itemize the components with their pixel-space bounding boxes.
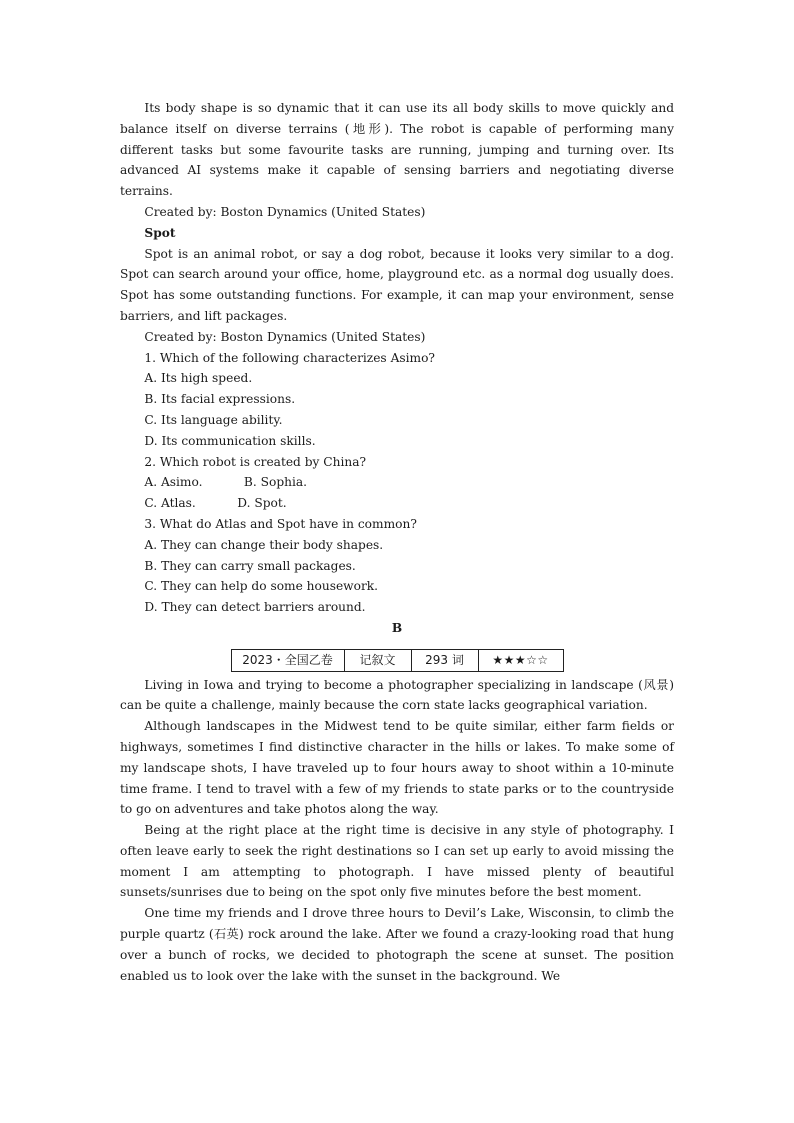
- question-2-option-c: C. Atlas.: [144, 496, 196, 511]
- question-2-option-a: A. Asimo.: [144, 475, 203, 490]
- passage-b-paragraph-2: Although landscapes in the Midwest tend to be quite similar, either farm fields or highways, sometimes I find distinctive character in the hills or lakes. To make some of my landscape shots, I have traveled up to four hours away to shoot within a 10-minute time frame. I tend to travel with a few of my friends to state parks or to the countryside to go on adventures and take photos along the way.: [120, 719, 674, 817]
- spot-description: Spot is an animal robot, or say a dog robot, because it looks very similar to a dog. Spot can search around your office, home, playground etc. as a normal dog usually does. Spot has some outstanding functions. For example, it can map your environment, sense barriers, and lift packages.: [120, 246, 674, 323]
- document-body: [120, 98, 674, 986]
- question-3-option-a: A. They can change their body shapes.: [144, 537, 384, 552]
- spot-heading: Spot: [144, 225, 176, 240]
- question-2-options-row-1: [120, 472, 674, 493]
- atlas-creator: Created by: Boston Dynamics (United States): [144, 204, 426, 219]
- question-3-stem: 3. What do Atlas and Spot have in common?: [144, 516, 417, 531]
- info-source: 2023・全国乙卷: [231, 649, 344, 671]
- section-b-label: B: [391, 620, 403, 635]
- question-2-option-b: B. Sophia.: [243, 475, 308, 490]
- question-3-option-d: D. They can detect barriers around.: [144, 600, 366, 615]
- info-genre: 记叙文: [344, 649, 411, 671]
- question-2-options-row-2: [120, 493, 674, 514]
- question-1-option-a: A. Its high speed.: [144, 371, 253, 386]
- question-1-stem: 1. Which of the following characterizes Asimo?: [144, 350, 435, 365]
- info-word-count: 293 词: [411, 649, 478, 671]
- question-1-option-c: C. Its language ability.: [144, 412, 283, 427]
- question-1-option-b: B. Its facial expressions.: [144, 392, 296, 407]
- info-difficulty-stars: ★★★☆☆: [478, 649, 563, 671]
- passage-b-paragraph-1: Living in Iowa and trying to become a photographer specializing in landscape (风景) can be quite a challenge, mainly because the corn state lacks geographical variation.: [120, 677, 674, 713]
- question-2-option-d: D. Spot.: [237, 496, 287, 511]
- passage-info-wrapper: [120, 649, 674, 672]
- question-3-option-b: B. They can carry small packages.: [144, 558, 356, 573]
- passage-b-paragraph-3: Being at the right place at the right time is decisive in any style of photography. I often leave early to seek the right destinations so I can set up early to avoid missing the moment I am attempting to photograph. I have missed plenty of beautiful sunsets/sunrises due to being on the spot only five minutes before the best moment.: [120, 823, 674, 900]
- atlas-description: Its body shape is so dynamic that it can use its all body skills to move quickly and balance itself on diverse terrains (地形). The robot is capable of performing many different tasks but some favourite tasks are running, jumping and turning over. Its advanced AI systems make it capable of sensing barriers and negotiating diverse terrains.: [120, 101, 674, 199]
- question-1-option-d: D. Its communication skills.: [144, 433, 316, 448]
- question-3-option-c: C. They can help do some housework.: [144, 579, 379, 594]
- passage-b-paragraph-4: One time my friends and I drove three hours to Devil’s Lake, Wisconsin, to climb the purple quartz (石英) rock around the lake. After we found a crazy-looking road that hung over a bunch of rocks, we decided to photograph the scene at sunset. The position enabled us to look over the lake with the sunset in the background. We: [120, 906, 674, 983]
- question-2-stem: 2. Which robot is created by China?: [144, 454, 367, 469]
- passage-info-row: [231, 649, 563, 671]
- passage-info-table: [231, 649, 564, 672]
- spot-creator: Created by: Boston Dynamics (United States): [144, 329, 426, 344]
